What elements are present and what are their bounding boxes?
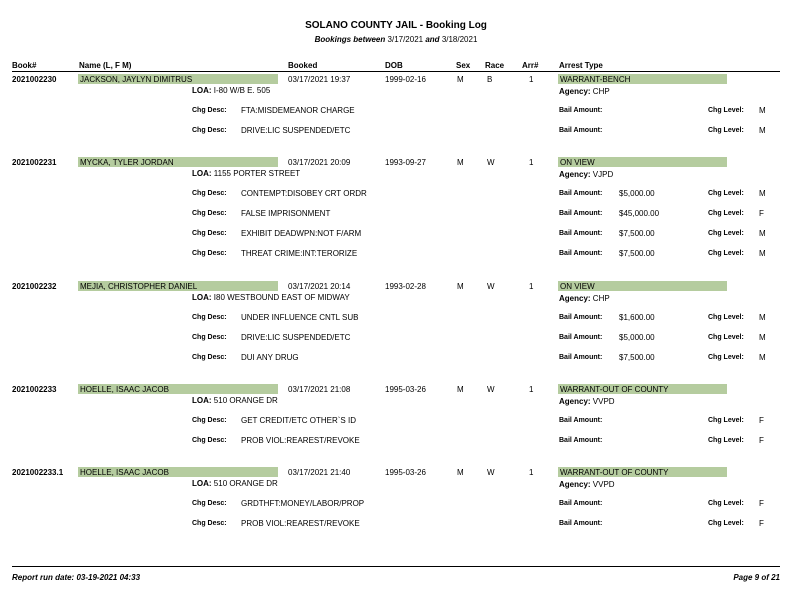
loa-value: I80 WESTBOUND EAST OF MIDWAY (213, 293, 350, 302)
loa-value: 510 ORANGE DR (213, 479, 278, 488)
subtitle-and: and (425, 35, 440, 44)
chg-level-label: Chg Level: (708, 107, 744, 114)
chg-level-label: Chg Level: (708, 250, 744, 257)
bail-amount-label: Bail Amount: (559, 354, 603, 361)
sex: M (457, 75, 464, 84)
booking-record (0, 281, 792, 361)
chg-desc-label: Chg Desc: (192, 500, 227, 507)
arrest-number: 1 (529, 468, 534, 477)
charge-level: F (759, 209, 764, 218)
bail-amount: $7,500.00 (619, 353, 655, 362)
arrest-type: WARRANT-OUT OF COUNTY (560, 385, 669, 394)
chg-desc-label: Chg Desc: (192, 107, 227, 114)
chg-desc-label: Chg Desc: (192, 314, 227, 321)
chg-desc-label: Chg Desc: (192, 230, 227, 237)
dob: 1999-02-16 (385, 75, 426, 84)
bail-amount: $5,000.00 (619, 189, 655, 198)
charge-description: THREAT CRIME:INT:TERORIZE (241, 249, 358, 258)
chg-desc-label: Chg Desc: (192, 190, 227, 197)
header-rule (12, 71, 780, 72)
col-booked: Booked (288, 61, 318, 70)
charge-level: M (759, 106, 766, 115)
loa-label: LOA: (192, 169, 212, 178)
chg-desc-label: Chg Desc: (192, 417, 227, 424)
sex: M (457, 158, 464, 167)
loa-value: 510 ORANGE DR (213, 396, 278, 405)
chg-desc-label: Chg Desc: (192, 334, 227, 341)
bail-amount-label: Bail Amount: (559, 190, 603, 197)
bail-amount-label: Bail Amount: (559, 437, 603, 444)
agency-row (559, 87, 610, 96)
bail-amount-label: Bail Amount: (559, 210, 603, 217)
arrest-number: 1 (529, 158, 534, 167)
charge-level: F (759, 519, 764, 528)
sex: M (457, 385, 464, 394)
charge-level: M (759, 313, 766, 322)
booking-record (0, 384, 792, 464)
dob: 1995-03-26 (385, 468, 426, 477)
charge-description: FTA:MISDEMEANOR CHARGE (241, 106, 355, 115)
col-race: Race (485, 61, 505, 70)
arrest-number: 1 (529, 385, 534, 394)
bail-amount-label: Bail Amount: (559, 417, 603, 424)
agency-label: Agency: (559, 294, 591, 303)
bail-amount-label: Bail Amount: (559, 230, 603, 237)
col-book: Book# (12, 61, 37, 70)
chg-level-label: Chg Level: (708, 127, 744, 134)
col-arrest-type: Arrest Type (559, 61, 603, 70)
col-sex: Sex (456, 61, 471, 70)
arrest-number: 1 (529, 75, 534, 84)
loa-label: LOA: (192, 479, 212, 488)
book-number: 2021002232 (12, 282, 57, 291)
loa-row (192, 479, 278, 488)
loa-label: LOA: (192, 293, 212, 302)
report-run-date: Report run date: 03-19-2021 04:33 (12, 573, 141, 582)
booking-record (0, 74, 792, 154)
inmate-name: MEJIA, CHRISTOPHER DANIEL (80, 282, 198, 291)
book-number: 2021002230 (12, 75, 57, 84)
sex: M (457, 468, 464, 477)
date-to: 3/18/2021 (441, 35, 478, 44)
charge-description: UNDER INFLUENCE CNTL SUB (241, 313, 359, 322)
arrest-number: 1 (529, 282, 534, 291)
bail-amount-label: Bail Amount: (559, 107, 603, 114)
booked-datetime: 03/17/2021 21:08 (288, 385, 351, 394)
agency-row (559, 480, 615, 489)
arrest-type: ON VIEW (560, 282, 595, 291)
charge-level: F (759, 436, 764, 445)
race: W (487, 385, 495, 394)
charge-description: CONTEMPT:DISOBEY CRT ORDR (241, 189, 367, 198)
dob: 1993-09-27 (385, 158, 426, 167)
chg-desc-label: Chg Desc: (192, 437, 227, 444)
charge-description: DRIVE:LIC SUSPENDED/ETC (241, 126, 351, 135)
col-name: Name (L, F M) (79, 61, 132, 70)
charge-level: M (759, 249, 766, 258)
charge-level: M (759, 126, 766, 135)
charge-description: GET CREDIT/ETC OTHER`S ID (241, 416, 356, 425)
chg-level-label: Chg Level: (708, 190, 744, 197)
agency-row (559, 170, 613, 179)
subtitle-prefix: Bookings between (314, 35, 386, 44)
loa-row (192, 293, 350, 302)
charge-description: EXHIBIT DEADWPN:NOT F/ARM (241, 229, 362, 238)
bail-amount-label: Bail Amount: (559, 334, 603, 341)
chg-level-label: Chg Level: (708, 520, 744, 527)
agency-label: Agency: (559, 170, 591, 179)
charge-level: F (759, 499, 764, 508)
charge-level: M (759, 333, 766, 342)
arrest-type: ON VIEW (560, 158, 595, 167)
charge-level: M (759, 229, 766, 238)
bail-amount: $45,000.00 (619, 209, 660, 218)
charge-level: M (759, 353, 766, 362)
charge-level: F (759, 416, 764, 425)
page-number: Page 9 of 21 (733, 573, 780, 582)
booking-record (0, 467, 792, 547)
charge-description: DRIVE:LIC SUSPENDED/ETC (241, 333, 351, 342)
bail-amount-label: Bail Amount: (559, 520, 603, 527)
charge-level: M (759, 189, 766, 198)
charge-description: PROB VIOL:REAREST/REVOKE (241, 519, 360, 528)
chg-level-label: Chg Level: (708, 210, 744, 217)
arrest-type: WARRANT-BENCH (560, 75, 631, 84)
agency-label: Agency: (559, 87, 591, 96)
dob: 1995-03-26 (385, 385, 426, 394)
report-subtitle (0, 35, 792, 44)
race: W (487, 158, 495, 167)
charge-description: GRDTHFT:MONEY/LABOR/PROP (241, 499, 365, 508)
col-dob: DOB (385, 61, 403, 70)
loa-row (192, 396, 278, 405)
bail-amount-label: Bail Amount: (559, 127, 603, 134)
agency-label: Agency: (559, 480, 591, 489)
agency-value: CHP (592, 87, 610, 96)
agency-value: VVPD (592, 397, 615, 406)
bail-amount-label: Bail Amount: (559, 250, 603, 257)
chg-desc-label: Chg Desc: (192, 354, 227, 361)
booked-datetime: 03/17/2021 21:40 (288, 468, 351, 477)
booked-datetime: 03/17/2021 20:14 (288, 282, 351, 291)
race: B (487, 75, 493, 84)
charge-description: PROB VIOL:REAREST/REVOKE (241, 436, 360, 445)
agency-value: CHP (592, 294, 610, 303)
chg-level-label: Chg Level: (708, 334, 744, 341)
chg-desc-label: Chg Desc: (192, 250, 227, 257)
inmate-name: MYCKA, TYLER JORDAN (80, 158, 174, 167)
chg-level-label: Chg Level: (708, 230, 744, 237)
agency-label: Agency: (559, 397, 591, 406)
bail-amount-label: Bail Amount: (559, 500, 603, 507)
agency-row (559, 397, 615, 406)
bail-amount: $7,500.00 (619, 229, 655, 238)
charge-description: FALSE IMPRISONMENT (241, 209, 331, 218)
footer-rule (12, 566, 780, 567)
race: W (487, 282, 495, 291)
chg-desc-label: Chg Desc: (192, 520, 227, 527)
bail-amount-label: Bail Amount: (559, 314, 603, 321)
bail-amount: $5,000.00 (619, 333, 655, 342)
inmate-name: HOELLE, ISAAC JACOB (80, 468, 169, 477)
dob: 1993-02-28 (385, 282, 426, 291)
sex: M (457, 282, 464, 291)
booking-record (0, 157, 792, 258)
bail-amount: $7,500.00 (619, 249, 655, 258)
chg-level-label: Chg Level: (708, 314, 744, 321)
loa-label: LOA: (192, 396, 212, 405)
report-title: SOLANO COUNTY JAIL - Booking Log (305, 20, 487, 31)
race: W (487, 468, 495, 477)
chg-level-label: Chg Level: (708, 500, 744, 507)
booked-datetime: 03/17/2021 19:37 (288, 75, 351, 84)
date-from: 3/17/2021 (387, 35, 424, 44)
book-number: 2021002233.1 (12, 468, 64, 477)
loa-label: LOA: (192, 86, 212, 95)
inmate-name: HOELLE, ISAAC JACOB (80, 385, 169, 394)
arrest-type: WARRANT-OUT OF COUNTY (560, 468, 669, 477)
chg-level-label: Chg Level: (708, 437, 744, 444)
loa-value: I-80 W/B E. 505 (213, 86, 271, 95)
chg-level-label: Chg Level: (708, 417, 744, 424)
loa-row (192, 169, 300, 178)
loa-value: 1155 PORTER STREET (213, 169, 301, 178)
bail-amount: $1,600.00 (619, 313, 655, 322)
booked-datetime: 03/17/2021 20:09 (288, 158, 351, 167)
charge-description: DUI ANY DRUG (241, 353, 299, 362)
inmate-name: JACKSON, JAYLYN DIMITRUS (80, 75, 193, 84)
chg-level-label: Chg Level: (708, 354, 744, 361)
agency-value: VVPD (592, 480, 615, 489)
agency-row (559, 294, 610, 303)
col-arr: Arr# (522, 61, 539, 70)
chg-desc-label: Chg Desc: (192, 127, 227, 134)
book-number: 2021002233 (12, 385, 57, 394)
chg-desc-label: Chg Desc: (192, 210, 227, 217)
book-number: 2021002231 (12, 158, 57, 167)
loa-row (192, 86, 270, 95)
agency-value: VJPD (592, 170, 614, 179)
